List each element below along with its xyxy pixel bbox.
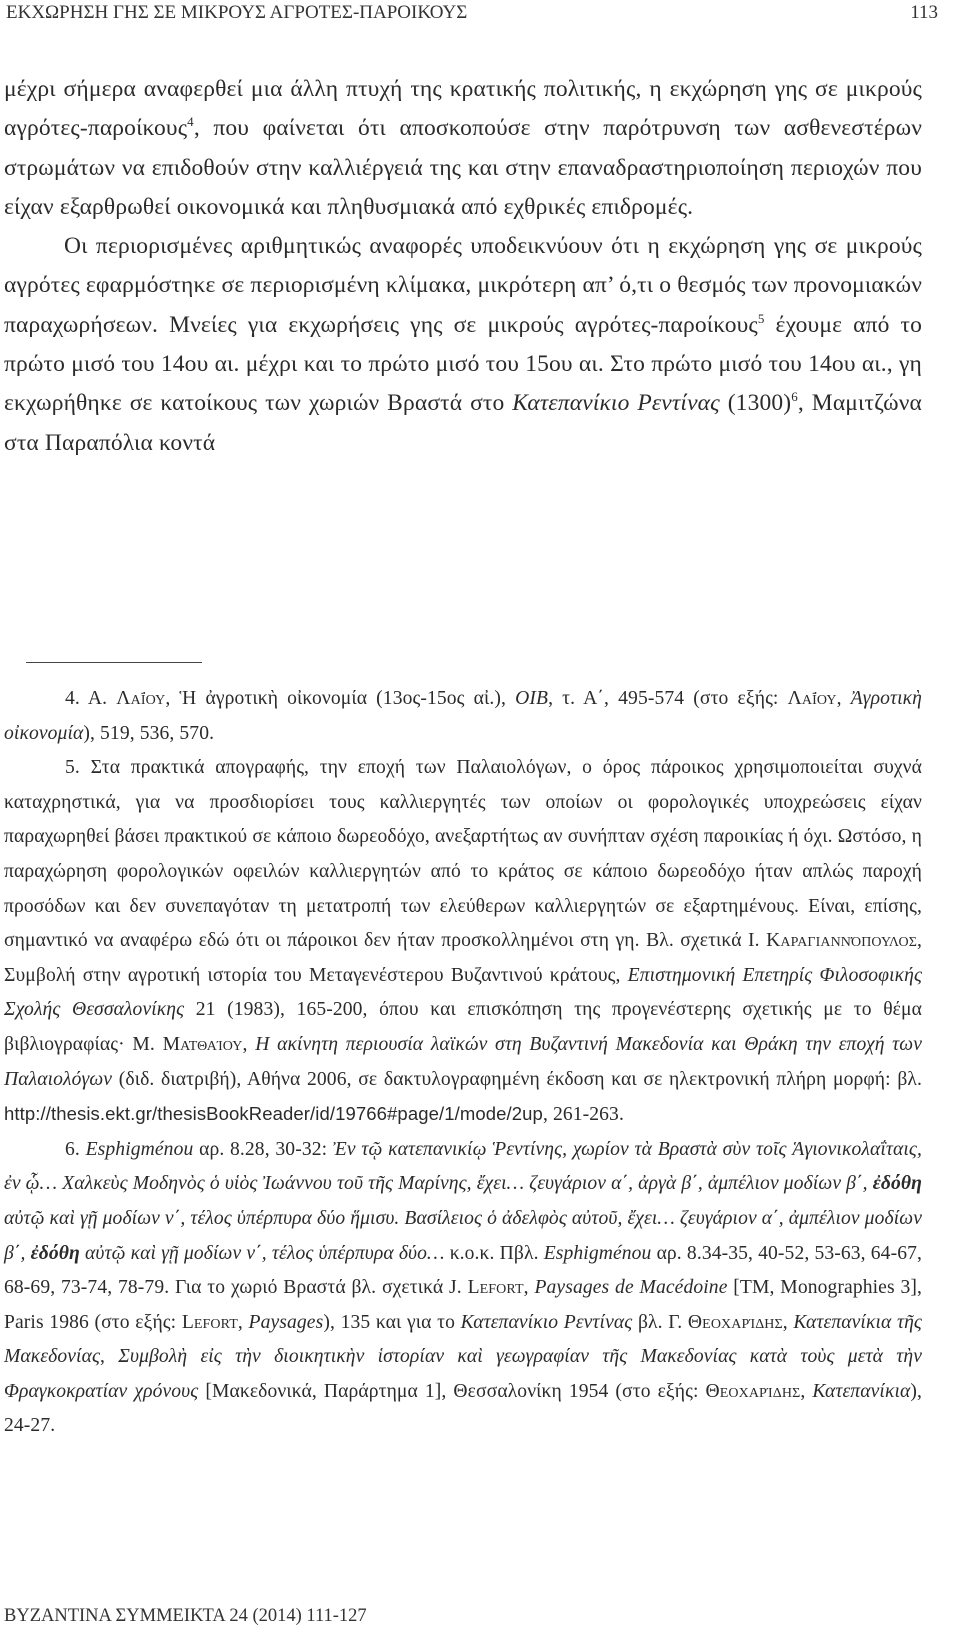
footnote-separator bbox=[26, 662, 202, 663]
footnote-4: 4. Α. Λαΐου, Ἡ ἀγροτικὴ οἰκονομία (13ος-15ος αἰ.), OIB, τ. Α΄, 495-574 (στο εξής: Λαΐου, Ἀγροτικὴ οἰκονομία), 519, 536, 570. bbox=[4, 688, 923, 744]
journal-footer: ΒΥΖΑΝΤΙΝΑ ΣΥΜΜΕΙΚΤΑ 24 (2014) 111-127 bbox=[4, 1606, 367, 1626]
footnote-6: 6. Esphigménou αρ. 8.28, 30-32: Ἐν τῷ κατεπανικίῳ Ῥεντίνης, χωρίον τὰ Βραστὰ σὺν τοῖς Ἁγιονικολαΐταις, ἐν ᾧ… Χαλκεὺς Μοδηνὸς ὁ υἱὸς Ἰωάννου τοῦ τῆς Μαρίνης, ἔχει… ζευγάριον α΄, ἀργὰ β΄, ἀμπέλιον μοδίων β΄, ἐδόθη αὐτῷ καὶ γῇ μοδίων ν΄, τέλος ὑπέρπυρα δύο ἥμισυ. Βασίλειος ὁ ἀδελφὸς αὐτοῦ, ἔχει… ζευγάριον α΄, ἀμπέλιον μοδίων β΄, ἐδόθη αὐτῷ καὶ γῇ μοδίων ν΄, τέλος ὑπέρπυρα δύο… κ.ο.κ. Πβλ. Esphigménou αρ. 8.34-35, 40-52, 53-63, 64-67, 68-69, 73-74, 78-79. Για το χωριό Βραστά βλ. σχετικά J. Lefort, Paysages de Macédoine [TM, Monographies 3], Paris 1986 (στο εξής: Lefort, Paysages), 135 και για το Κατεπανίκιο Ρεντίνας βλ. Γ. Θεοχαρίδης, Κατεπανίκια τῆς Μακεδονίας, Συμβολὴ εἰς τὴν διοικητικὴν ἱστορίαν καὶ γεωγραφίαν τῆς Μακεδονίας κατὰ τοὺς μετὰ τὴν Φραγκοκρατίαν χρόνους [Μακεδονικά, Παράρτημα 1], Θεσσαλονίκη 1954 (στο εξής: Θεοχαρίδης, Κατεπανίκια), 24-27. bbox=[4, 1138, 923, 1437]
page-number: 113 bbox=[910, 2, 938, 23]
main-text bbox=[4, 70, 922, 463]
footnote-ref-5[interactable]: 5 bbox=[757, 310, 765, 326]
paragraph-2: Οι περιορισμένες αριθμητικώς αναφορές υποδεικνύουν ότι η εκχώρηση γης σε μικρούς αγρότες εφαρμόστηκε σε περιορισμένη κλίμακα, μικρότερη απ’ ό,τι ο θεσμός των προνομιακών παραχωρήσεων. Μνείες για εκχωρήσεις γης σε μικρούς αγρότες-παροίκους$^5$ έχουμε από το πρώτο μισό του 14ου αι. μέχρι και το πρώτο μισό του 15ου αι. Στο πρώτο μισό του 14ου αι., γη εκχωρήθηκε σε κατοίκους των χωριών Βραστά στο Κατεπανίκιο Ρεντίνας $(1300)^6$, Μαμιτζώνα στα Παραπόλια κοντά bbox=[4, 233, 923, 456]
footnote-ref-4[interactable]: 4 bbox=[187, 114, 194, 130]
footnote-5: 5. Στα πρακτικά απογραφής, την εποχή των Παλαιολόγων, ο όρος πάροικος χρησιμοποιείται συχνά καταχρηστικά, για να προσδιορίσει τους καλλιεργητές των οποίων οι φορολογικές υποχρεώσεις είχαν παραχωρηθεί βάσει πρακτικού σε κάποιο δωρεοδόχο, ανεξαρτήτως αν συνήπταν σχέση παροικίας ή όχι. Ωστόσο, η παραχώρηση φορολογικών οφειλών καλλιεργητών από το κράτος σε κάποιο δωρεοδόχο ήταν απλώς παροχή προσόδων και δεν συνεπαγόταν τη μετατροπή των ελεύθερων καλλιεργητών σε εξαρτημένους. Είναι, επίσης, σημαντικό να αναφέρω εδώ ότι οι πάροικοι δεν ήταν προσκολλημένοι στη γη. Βλ. σχετικά Ι. Καραγιαννόπουλος, Συμβολή στην αγροτική ιστορία του Μεταγενέστερου Βυζαντινού κράτους, Επιστημονική Επετηρίς Φιλοσοφικής Σχολής Θεσσαλονίκης 21 (1983), 165-200, όπου και επισκόπηση της προγενέστερης σχετικής με το θέμα βιβλιογραφίας· Μ. Ματθαίου, Η ακίνητη περιουσία λαϊκών στη Βυζαντινή Μακεδονία και Θράκη την εποχή των Παλαιολόγων (διδ. διατριβή), Αθήνα 2006, σε δακτυλογραφημένη έκδοση και σε ηλεκτρονική πλήρη μορφή: βλ. http://thesis.ekt.gr/thesisBookReader/id/19766#page/1/mode/2up, 261-263. bbox=[4, 757, 923, 1126]
footnote-ref-6[interactable]: 6 bbox=[791, 389, 798, 405]
paragraph-1: μέχρι σήμερα αναφερθεί μια άλλη πτυχή της κρατικής πολιτικής, η εκχώρηση γης σε μικρούς αγρότες-παροίκους$^4$, που φαίνεται ότι αποσκοπούσε στην παρότρυνση των ασθενεστέρων στρωμάτων να επιδοθούν στην καλλιέργειά της και στην επαναδραστηριοποίηση περιοχών που είχαν εξαρθρωθεί οικονομικά και πληθυσμιακά από εχθρικές επιδρομές. bbox=[4, 76, 922, 220]
running-header bbox=[6, 2, 938, 24]
thesis-link[interactable]: http://thesis.ekt.gr/thesisBookReader/id/19766#page/1/mode/2up bbox=[4, 1103, 543, 1125]
footnotes bbox=[4, 682, 922, 1444]
running-title: ΕΚΧΩΡΗΣΗ ΓΗΣ ΣΕ ΜΙΚΡΟΥΣ ΑΓΡΟΤΕΣ-ΠΑΡΟΙΚΟΥΣ bbox=[6, 2, 468, 23]
